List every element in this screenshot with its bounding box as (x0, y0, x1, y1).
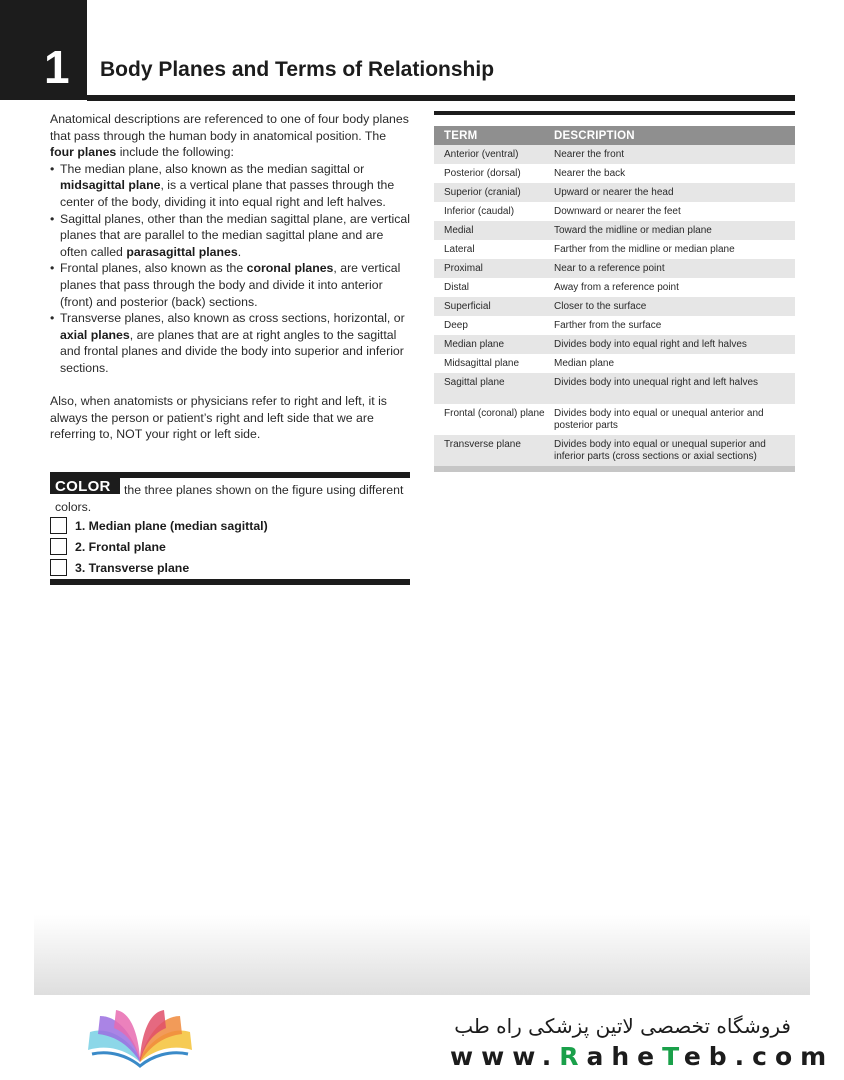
intro-paragraph: Anatomical descriptions are referenced to one of four body planes that pass through the human body in anatomical position. The four planes include the following: (50, 112, 409, 160)
checkbox-icon[interactable] (50, 538, 67, 555)
table-row (434, 354, 795, 373)
description-cell: Away from a reference point (554, 281, 679, 293)
term-cell: Midsagittal plane (444, 357, 520, 369)
list-item: • Sagittal planes, other than the median sagittal plane, are vertical planes that are parallel to the median sagittal plane and are often called parasagittal planes. (50, 211, 412, 261)
term-cell: Posterior (dorsal) (444, 167, 521, 179)
color-item-transverse-plane (50, 559, 189, 576)
color-box-bottom-rule (50, 579, 410, 585)
planes-list (50, 161, 412, 377)
list-item: • Transverse planes, also known as cross sections, horizontal, or axial planes, are planes that are at right angles to the sagittal and frontal planes and divide the body into superior and inferior sections. (50, 310, 412, 376)
color-item-label: 1. Median plane (median sagittal) (75, 518, 268, 533)
table-row (434, 202, 795, 221)
term-cell: Lateral (444, 243, 475, 255)
header-term: TERM (444, 129, 478, 142)
table-row (434, 221, 795, 240)
right-left-paragraph: Also, when anatomists or physicians refer to right and left, it is always the person or patient’s right and left side that we are referring to, NOT your right or left side. (50, 394, 387, 442)
description-cell: Farther from the midline or median plane (554, 243, 735, 255)
table-row (434, 145, 795, 164)
page-title: Body Planes and Terms of Relationship (100, 58, 495, 81)
term-cell: Deep (444, 319, 468, 331)
table-row (434, 297, 795, 316)
header-description: DESCRIPTION (554, 129, 635, 142)
table-row (434, 259, 795, 278)
bold-term: four planes (50, 145, 117, 160)
website-url: www.RaheTeb.com (450, 1042, 835, 1071)
shop-name: فروشگاه تخصصی لاتین پزشکی راه طب (454, 1014, 791, 1038)
term-cell: Frontal (coronal) plane (444, 407, 545, 419)
terms-table (434, 126, 795, 472)
color-instruction: the three planes shown on the figure using different colors. (55, 483, 404, 514)
term-cell: Median plane (444, 338, 505, 350)
bold-term: axial planes (60, 327, 130, 342)
table-body (434, 145, 795, 466)
term-cell: Distal (444, 281, 470, 293)
color-item-frontal-plane (50, 538, 166, 555)
table-header (434, 126, 795, 145)
description-cell: Divides body into equal right and left halves (554, 338, 747, 350)
description-cell: Divides body into equal or unequal superior and inferior parts (cross sections or axial sections) (554, 438, 766, 462)
intro-text (50, 111, 412, 443)
color-item-label: 3. Transverse plane (75, 560, 190, 575)
description-cell: Nearer the back (554, 167, 626, 179)
title-rule (87, 95, 795, 101)
list-item: • The median plane, also known as the median sagittal or midsagittal plane, is a vertical plane that passes through the center of the body, dividing it into equal right and left halves. (50, 161, 412, 211)
table-row (434, 240, 795, 259)
list-item: • Frontal planes, also known as the coronal planes, are vertical planes that pass through the body and divide it into anterior (front) and posterior (back) sections. (50, 260, 412, 310)
description-cell: Median plane (554, 357, 615, 369)
footer-fade-band (34, 915, 810, 995)
description-cell: Near to a reference point (554, 262, 665, 274)
description-cell: Farther from the surface (554, 319, 662, 331)
term-cell: Anterior (ventral) (444, 148, 519, 160)
term-cell: Superior (cranial) (444, 186, 521, 198)
bold-term: parasagittal planes (126, 244, 238, 259)
open-book-logo-icon (78, 1008, 202, 1068)
description-cell: Nearer the front (554, 148, 625, 160)
description-cell: Toward the midline or median plane (554, 224, 712, 236)
checkbox-icon[interactable] (50, 517, 67, 534)
color-item-median-plane (50, 517, 268, 534)
table-top-rule (434, 111, 795, 115)
table-row (434, 435, 795, 466)
table-row (434, 183, 795, 202)
term-cell: Superficial (444, 300, 491, 312)
term-cell: Sagittal plane (444, 376, 505, 388)
color-label: COLOR (55, 478, 111, 495)
description-cell: Divides body into equal or unequal anterior and posterior parts (554, 407, 764, 431)
term-cell: Inferior (caudal) (444, 205, 515, 217)
color-item-label: 2. Frontal plane (75, 539, 166, 554)
table-row (434, 278, 795, 297)
term-cell: Proximal (444, 262, 483, 274)
table-row (434, 373, 795, 404)
chapter-number: 1 (44, 41, 70, 93)
term-cell: Transverse plane (444, 438, 521, 450)
description-cell: Downward or nearer the feet (554, 205, 681, 217)
table-row (434, 404, 795, 435)
bold-term: coronal planes (246, 261, 334, 276)
term-cell: Medial (444, 224, 474, 236)
table-bottom-rule (434, 466, 795, 472)
description-cell: Upward or nearer the head (554, 186, 674, 198)
description-cell: Closer to the surface (554, 300, 647, 312)
bold-term: midsagittal plane (60, 178, 161, 193)
checkbox-icon[interactable] (50, 559, 67, 576)
table-row (434, 316, 795, 335)
table-row (434, 164, 795, 183)
table-row (434, 335, 795, 354)
description-cell: Divides body into unequal right and left halves (554, 376, 759, 388)
